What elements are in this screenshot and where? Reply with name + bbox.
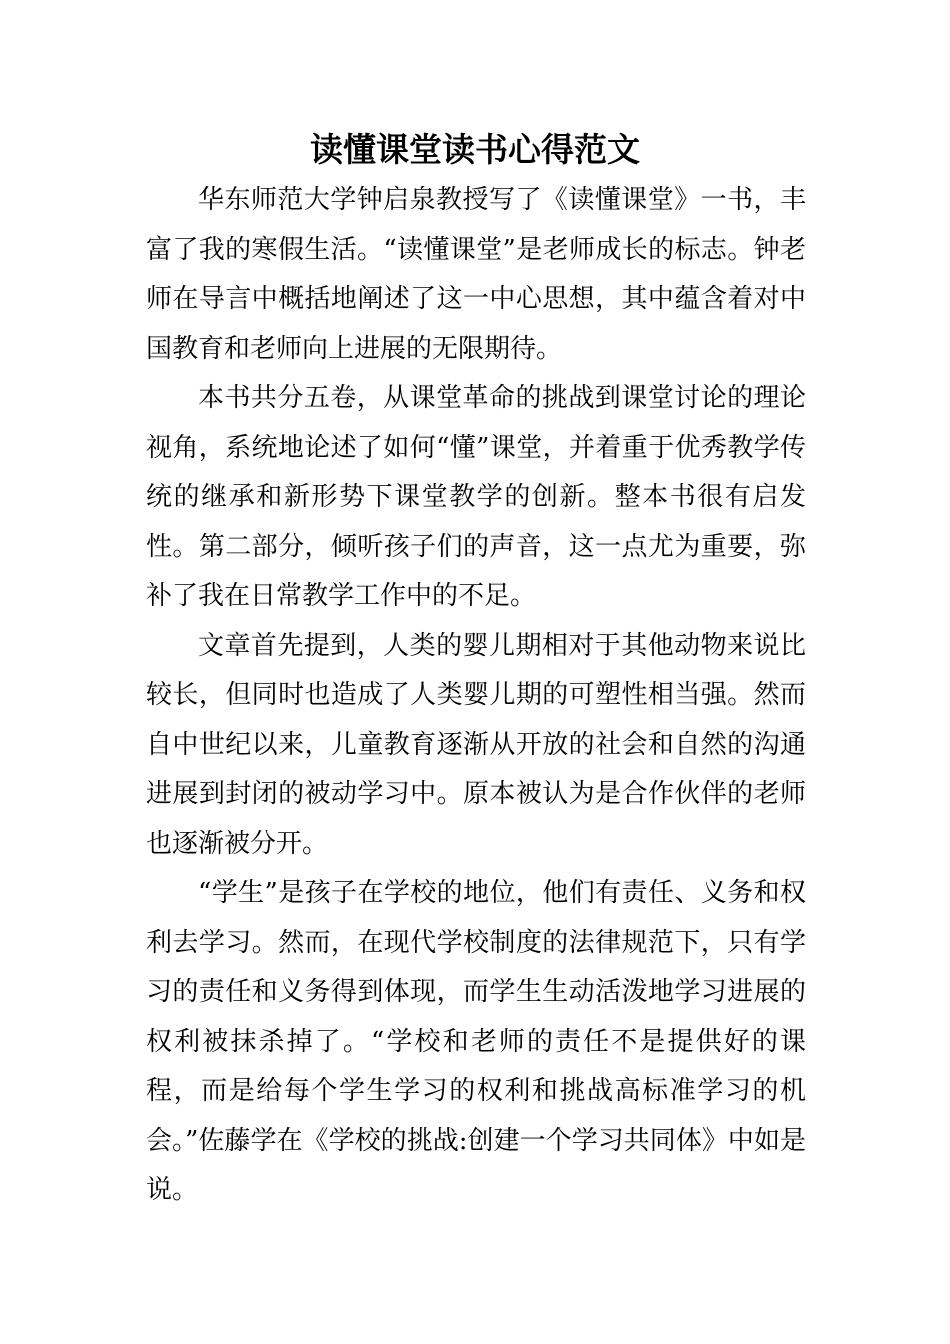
paragraph-3: 文章首先提到，人类的婴儿期相对于其他动物来说比较长，但同时也造成了人类婴儿期的可塑性相当强。然而自中世纪以来，儿童教育逐渐从开放的社会和自然的沟通进展到封闭的被动学习中。原本被认为是合作伙伴的老师也逐渐被分开。 bbox=[146, 630, 806, 859]
paragraph-2: 本书共分五卷，从课堂革命的挑战到课堂讨论的理论视角，系统地论述了如何“懂”课堂，并着重于优秀教学传统的继承和新形势下课堂教学的创新。整本书很有启发性。第二部分，倾听孩子们的声音，这一点尤为重要，弥补了我在日常教学工作中的不足。 bbox=[146, 383, 806, 611]
document-title: 读懂课堂读书心得范文 bbox=[310, 130, 640, 169]
document-body bbox=[146, 176, 806, 1216]
paragraph-4: “学生”是孩子在学校的地位，他们有责任、义务和权利去学习。然而，在现代学校制度的法律规范下，只有学习的责任和义务得到体现，而学生生动活泼地学习进展的权利被抹杀掉了。“学校和老师的责任不是提供好的课程，而是给每个学生学习的权利和挑战高标准学习的机会。”佐藤学在《学校的挑战:创建一个学习共同体》中如是说。 bbox=[146, 878, 806, 1205]
paragraph-1: 华东师范大学钟启泉教授写了《读懂课堂》一书，丰富了我的寒假生活。“读懂课堂”是老师成长的标志。钟老师在导言中概括地阐述了这一中心思想，其中蕴含着对中国教育和老师向上进展的无限期待。 bbox=[146, 185, 806, 364]
